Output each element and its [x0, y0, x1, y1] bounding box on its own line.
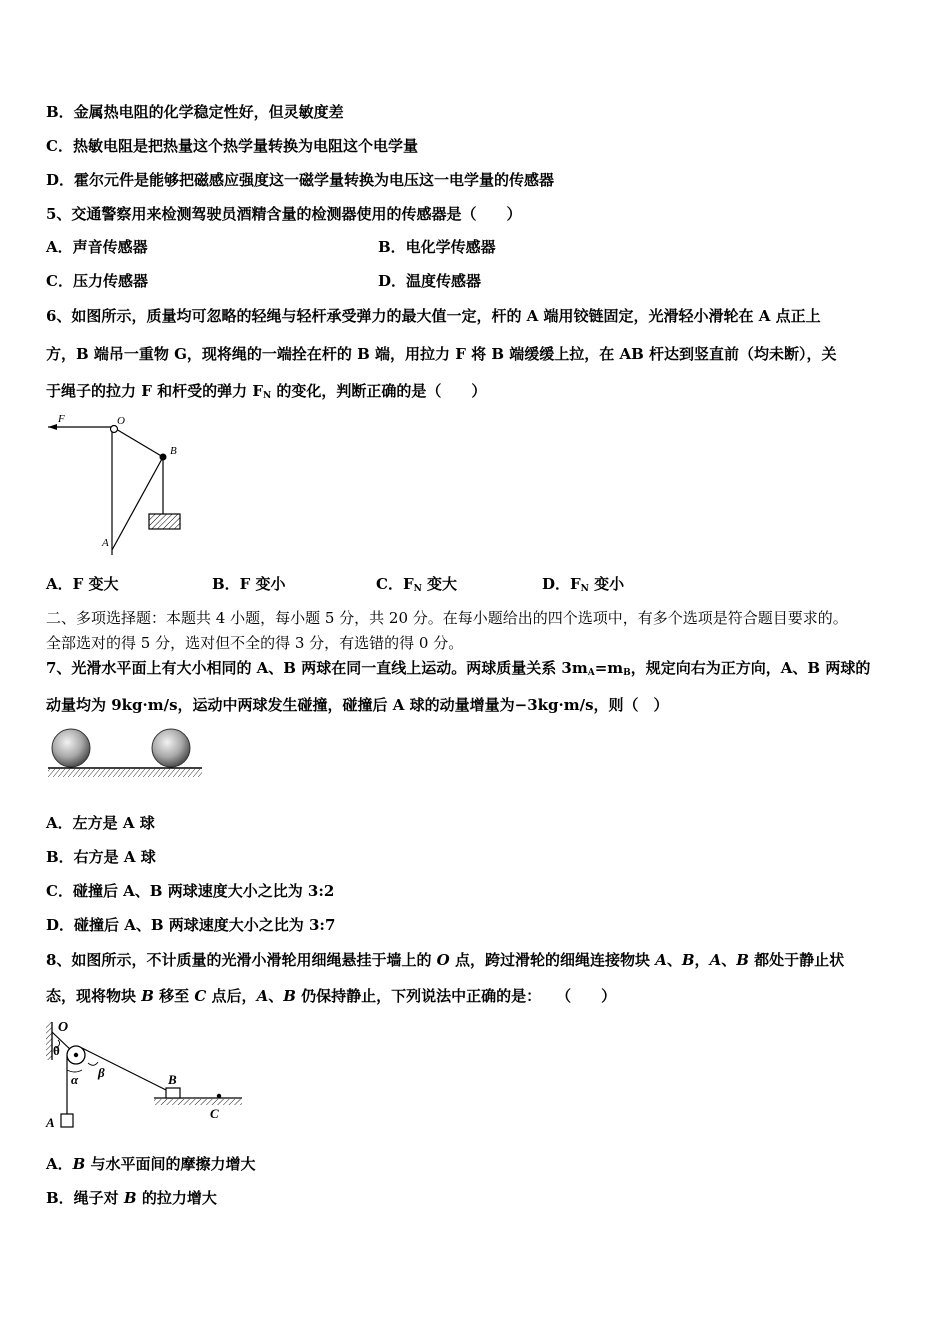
q7-option-a: A．左方是 A 球 [46, 814, 155, 832]
q6-label-f: F [58, 413, 65, 425]
q4-option-d: D．霍尔元件是能够把磁感应强度这一磁学量转换为电压这一电学量的传感器 [46, 171, 555, 189]
q8-stem-line1: 8、如图所示，不计质量的光滑小滑轮用细绳悬挂于墙上的 O 点，跨过滑轮的细绳连接物块 A、B，A、B 都处于静止状 [46, 951, 845, 969]
q5-option-c: C．压力传感器 [46, 272, 148, 290]
q7-option-b: B．右方是 A 球 [46, 848, 156, 866]
q6-option-b: B．F 变小 [212, 575, 286, 593]
q8-label-c: C [210, 1106, 219, 1121]
q5-option-a: A．声音传感器 [46, 238, 148, 256]
q7-stem-line1: 7、光滑水平面上有大小相同的 A、B 两球在同一直线上运动。两球质量关系 $3m_A=m_B$，规定向右为正方向，A、B 两球的 [46, 659, 871, 678]
q7-option-c: C．碰撞后 A、B 两球速度大小之比为 3:2 [46, 882, 335, 900]
q6-stem-line2: 方，B 端吊一重物 G，现将绳的一端拴在杆的 B 端，用拉力 F 将 B 端缓缓上拉，在 AB 杆达到竖直前（均未断），关 [46, 345, 837, 363]
q8-figure [44, 1018, 246, 1134]
q8-label-beta: β [98, 1065, 105, 1080]
q6-figure [44, 410, 194, 560]
q7-ball-right [152, 729, 190, 767]
q8-option-a: A．B 与水平面间的摩擦力增大 [46, 1155, 256, 1173]
q6-option-d: D．$F_N$ 变小 [542, 575, 625, 594]
q8-label-a: A [46, 1115, 55, 1130]
q5-option-d: D．温度传感器 [378, 272, 482, 290]
q8-label-b: B [168, 1072, 177, 1087]
q6-label-o: O [117, 415, 125, 427]
q5-option-b: B．电化学传感器 [378, 238, 496, 256]
q7-ball-left [52, 729, 90, 767]
q6-option-c: C．$F_N$ 变大 [376, 575, 458, 594]
q6-label-a: A [102, 537, 109, 549]
q7-stem-line2: 动量均为 9kg·m/s，运动中两球发生碰撞，碰撞后 A 球的动量增量为−3kg·m/s，则（ ） [46, 696, 669, 714]
q4-option-b: B．金属热电阻的化学稳定性好，但灵敏度差 [46, 103, 344, 121]
q5-stem: 5、交通警察用来检测驾驶员酒精含量的检测器使用的传感器是（ ） [46, 205, 522, 223]
section2-intro-line1: 二、多项选择题：本题共 4 小题，每小题 5 分，共 20 分。在每小题给出的四个选项中，有多个选项是符合题目要求的。 [46, 609, 848, 627]
q8-stem-line2: 态，现将物块 B 移至 C 点后，A、B 仍保持静止，下列说法中正确的是： （ ） [46, 987, 617, 1005]
q8-label-o: O [58, 1020, 69, 1035]
q8-option-b: B．绳子对 B 的拉力增大 [46, 1189, 217, 1207]
q6-stem-line1: 6、如图所示，质量均可忽略的轻绳与轻杆承受弹力的最大值一定，杆的 A 端用铰链固定，光滑轻小滑轮在 A 点正上 [46, 307, 821, 325]
q4-option-c: C．热敏电阻是把热量这个热学量转换为电阻这个电学量 [46, 137, 418, 155]
q6-label-b: B [170, 445, 177, 457]
section2-intro-line2: 全部选对的得 5 分，选对但不全的得 3 分，有选错的得 0 分。 [46, 634, 464, 652]
q8-label-alpha: α [71, 1072, 79, 1087]
q8-label-theta: θ [53, 1043, 60, 1058]
q7-option-d: D．碰撞后 A、B 两球速度大小之比为 3:7 [46, 916, 336, 934]
q7-figure [44, 728, 206, 780]
q6-option-a: A．F 变大 [46, 575, 119, 593]
q6-stem-line3: 于绳子的拉力 F 和杆受的弹力 $F_N$ 的变化，判断正确的是（ ） [46, 382, 487, 401]
